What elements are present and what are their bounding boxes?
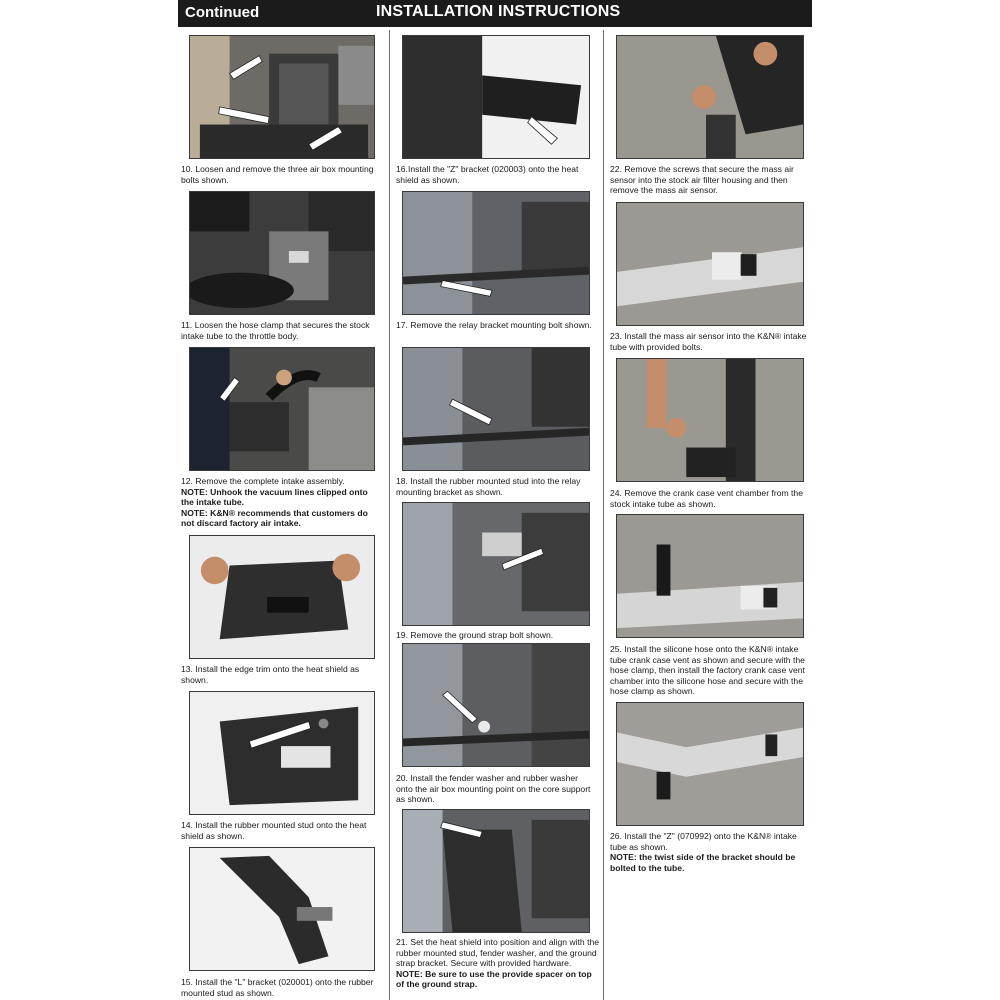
step-10-photo [189, 35, 375, 159]
column-divider-1 [389, 30, 390, 1000]
step-26-caption [610, 831, 815, 873]
step-18-photo [402, 347, 590, 471]
step-16-text: 16.Install the "Z" bracket (020003) onto the heat shield as shown. [396, 164, 579, 185]
step-25-text: 25. Install the silicone hose onto the K&N® intake tube crank case vent as shown and secure with the hose clamp, then install the factory crank case vent chamber into the silicone hose and secure with the hose clamp as shown. [610, 644, 805, 696]
step-17-photo [402, 191, 590, 315]
header-bar [178, 0, 812, 27]
step-13-text: 13. Install the edge trim onto the heat shield as shown. [181, 664, 360, 685]
step-21-caption [396, 937, 601, 990]
step-22-caption [610, 164, 815, 196]
step-19-text: 19. Remove the ground strap bolt shown. [396, 630, 554, 640]
step-18-caption [396, 476, 596, 497]
step-11-photo [189, 191, 375, 315]
step-12-photo [189, 347, 375, 471]
step-19-caption [396, 630, 596, 641]
step-20-caption [396, 773, 596, 805]
step-26-note-1: NOTE: the twist side of the bracket should be bolted to the tube. [610, 852, 796, 873]
step-26-text: 26. Install the "Z" (070992) onto the K&N® intake tube as shown. [610, 831, 797, 852]
step-14-text: 14. Install the rubber mounted stud onto the heat shield as shown. [181, 820, 367, 841]
step-24-caption [610, 488, 815, 509]
step-11-text: 11. Loosen the hose clamp that secures the stock intake tube to the throttle body. [181, 320, 370, 341]
step-16-photo [402, 35, 590, 159]
step-23-photo [616, 202, 804, 326]
step-18-text: 18. Install the rubber mounted stud into the relay mounting bracket as shown. [396, 476, 581, 497]
step-16-caption [396, 164, 596, 185]
step-22-photo [616, 35, 804, 159]
step-20-text: 20. Install the fender washer and rubber washer onto the air box mounting point on the core support as shown. [396, 773, 591, 804]
header-continued-label: Continued [185, 4, 260, 21]
step-13-caption [181, 664, 381, 685]
step-21-note-1: NOTE: Be sure to use the provide spacer on top of the ground strap. [396, 968, 592, 989]
step-22-text: 22. Remove the screws that secure the mass air sensor into the stock air filter housing and then remove the mass air sensor. [610, 164, 794, 195]
step-24-photo [616, 358, 804, 482]
step-10-caption [181, 164, 381, 185]
step-12-note-1: NOTE: Unhook the vacuum lines clipped onto the intake tube. [181, 486, 368, 507]
step-12-note-2: NOTE: K&N® recommends that customers do not discard factory air intake. [181, 507, 368, 528]
step-19-photo [402, 502, 590, 626]
step-10-text: 10. Loosen and remove the three air box mounting bolts shown. [181, 164, 374, 185]
step-12-text: 12. Remove the complete intake assembly. [181, 476, 345, 486]
step-23-caption [610, 331, 815, 352]
step-26-photo [616, 702, 804, 826]
step-14-caption [181, 820, 381, 841]
step-15-text: 15. Install the "L" bracket (020001) onto the rubber mounted stud as shown. [181, 977, 374, 998]
step-15-photo [189, 847, 375, 971]
step-14-photo [189, 691, 375, 815]
step-12-caption [181, 476, 381, 529]
step-17-text: 17. Remove the relay bracket mounting bolt shown. [396, 320, 592, 330]
step-13-photo [189, 535, 375, 659]
step-15-caption [181, 977, 386, 998]
step-23-text: 23. Install the mass air sensor into the K&N® intake tube with provided bolts. [610, 331, 807, 352]
step-21-photo [402, 809, 590, 933]
step-11-caption [181, 320, 381, 341]
column-divider-2 [603, 30, 604, 1000]
step-25-caption [610, 644, 815, 697]
step-21-text: 21. Set the heat shield into position and align with the rubber mounted stud, fender washer, and the ground strap bracket. Secure with provided hardware. [396, 937, 600, 968]
step-17-caption [396, 320, 596, 331]
step-25-photo [616, 514, 804, 638]
step-24-text: 24. Remove the crank case vent chamber from the stock intake tube as shown. [610, 488, 803, 509]
step-20-photo [402, 643, 590, 767]
page-title: INSTALLATION INSTRUCTIONS [376, 3, 621, 20]
